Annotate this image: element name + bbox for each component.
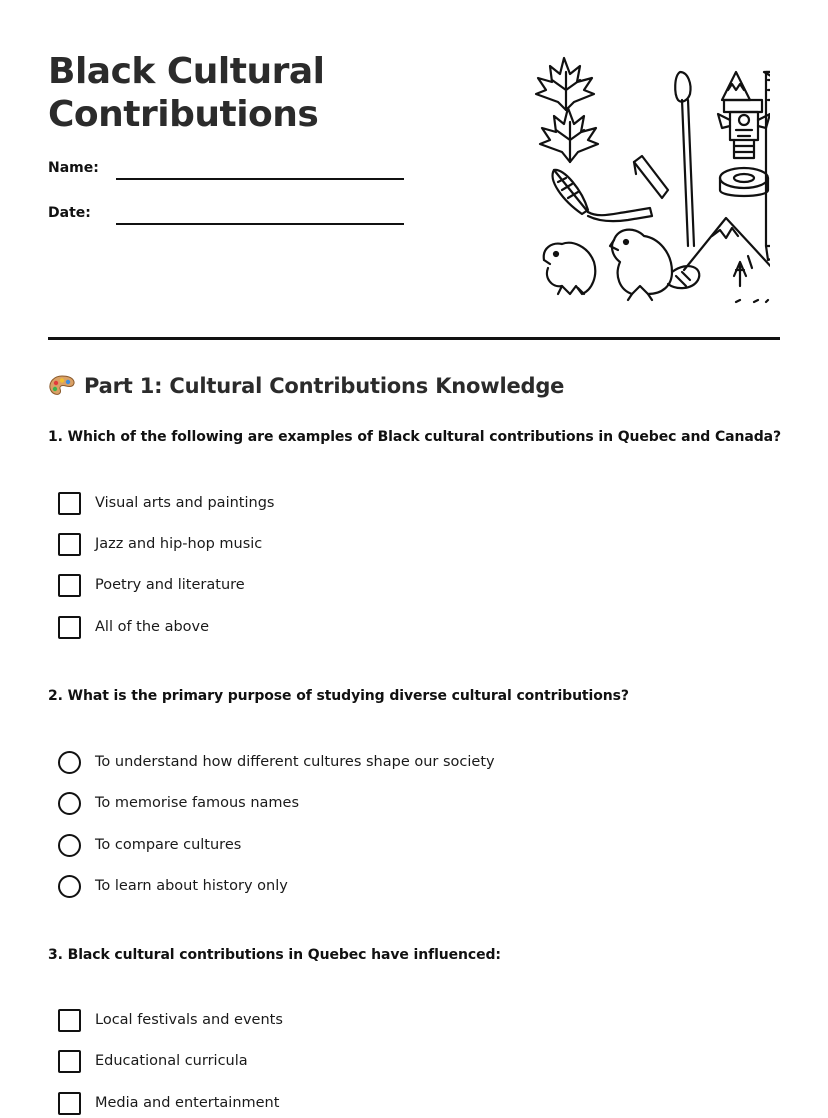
hockey-puck-icon: [720, 168, 768, 196]
radio-button[interactable]: [58, 751, 81, 774]
checkbox[interactable]: [58, 533, 81, 556]
option-label: To understand how different cultures shape our society: [95, 754, 495, 770]
beaver-icon: [544, 243, 596, 294]
q2-option-4[interactable]: [58, 874, 288, 898]
paddle-icon: [675, 72, 694, 246]
mountain-icon: [684, 218, 770, 302]
checkbox[interactable]: [58, 574, 81, 597]
q2-option-3[interactable]: [58, 833, 241, 857]
date-label: Date:: [48, 205, 91, 221]
part1-title-text: Part 1: Cultural Contributions Knowledge: [84, 374, 565, 398]
part1-title: [48, 374, 564, 398]
title-line-1: Black Cultural: [48, 51, 325, 92]
q1-option-2[interactable]: [58, 532, 262, 556]
radio-button[interactable]: [58, 834, 81, 857]
title-line-2: Contributions: [48, 94, 319, 135]
option-label: All of the above: [95, 619, 210, 635]
radio-button[interactable]: [58, 792, 81, 815]
name-label: Name:: [48, 160, 99, 176]
crayon-icon: [634, 156, 668, 198]
question-2: 2. What is the primary purpose of studying diverse cultural contributions?: [48, 688, 629, 704]
checkbox[interactable]: [58, 1092, 81, 1115]
option-label: To memorise famous names: [95, 795, 300, 811]
q1-option-1[interactable]: [58, 491, 274, 515]
date-field[interactable]: [48, 205, 404, 221]
radio-button[interactable]: [58, 875, 81, 898]
option-label: To learn about history only: [95, 878, 288, 894]
date-line[interactable]: [116, 223, 404, 225]
q1-option-3[interactable]: [58, 573, 245, 597]
beaver-icon: [610, 230, 699, 300]
checkbox[interactable]: [58, 1050, 81, 1073]
q1-option-4[interactable]: [58, 615, 209, 639]
maple-leaf-icon: [540, 108, 598, 162]
name-field[interactable]: [48, 160, 404, 176]
name-line[interactable]: [116, 178, 404, 180]
question-3: 3. Black cultural contributions in Quebec have influenced:: [48, 947, 501, 963]
option-label: Jazz and hip-hop music: [95, 536, 263, 552]
q3-option-1[interactable]: [58, 1008, 283, 1032]
q3-option-3[interactable]: [58, 1091, 279, 1115]
palette-icon: [48, 374, 76, 398]
checkbox[interactable]: [58, 616, 81, 639]
option-label: Local festivals and events: [95, 1012, 283, 1028]
checkbox[interactable]: [58, 492, 81, 515]
worksheet-header: [48, 50, 780, 308]
option-label: Visual arts and paintings: [95, 495, 275, 511]
q3-option-2[interactable]: [58, 1049, 248, 1073]
maple-leaf-icon: [536, 58, 594, 110]
canadian-symbols-illustration: [522, 50, 770, 308]
option-label: Media and entertainment: [95, 1095, 280, 1111]
checkbox[interactable]: [58, 1009, 81, 1032]
feather-icon: [553, 170, 652, 221]
header-divider: [48, 337, 780, 340]
option-label: Educational curricula: [95, 1053, 248, 1069]
hockey-stick-icon: [764, 72, 770, 260]
option-label: Poetry and literature: [95, 577, 245, 593]
question-1: 1. Which of the following are examples of Black cultural contributions in Quebec and Canada?: [48, 429, 782, 445]
q2-option-1[interactable]: [58, 750, 495, 774]
totem-icon: [718, 72, 770, 158]
q2-option-2[interactable]: [58, 791, 299, 815]
option-label: To compare cultures: [95, 837, 242, 853]
